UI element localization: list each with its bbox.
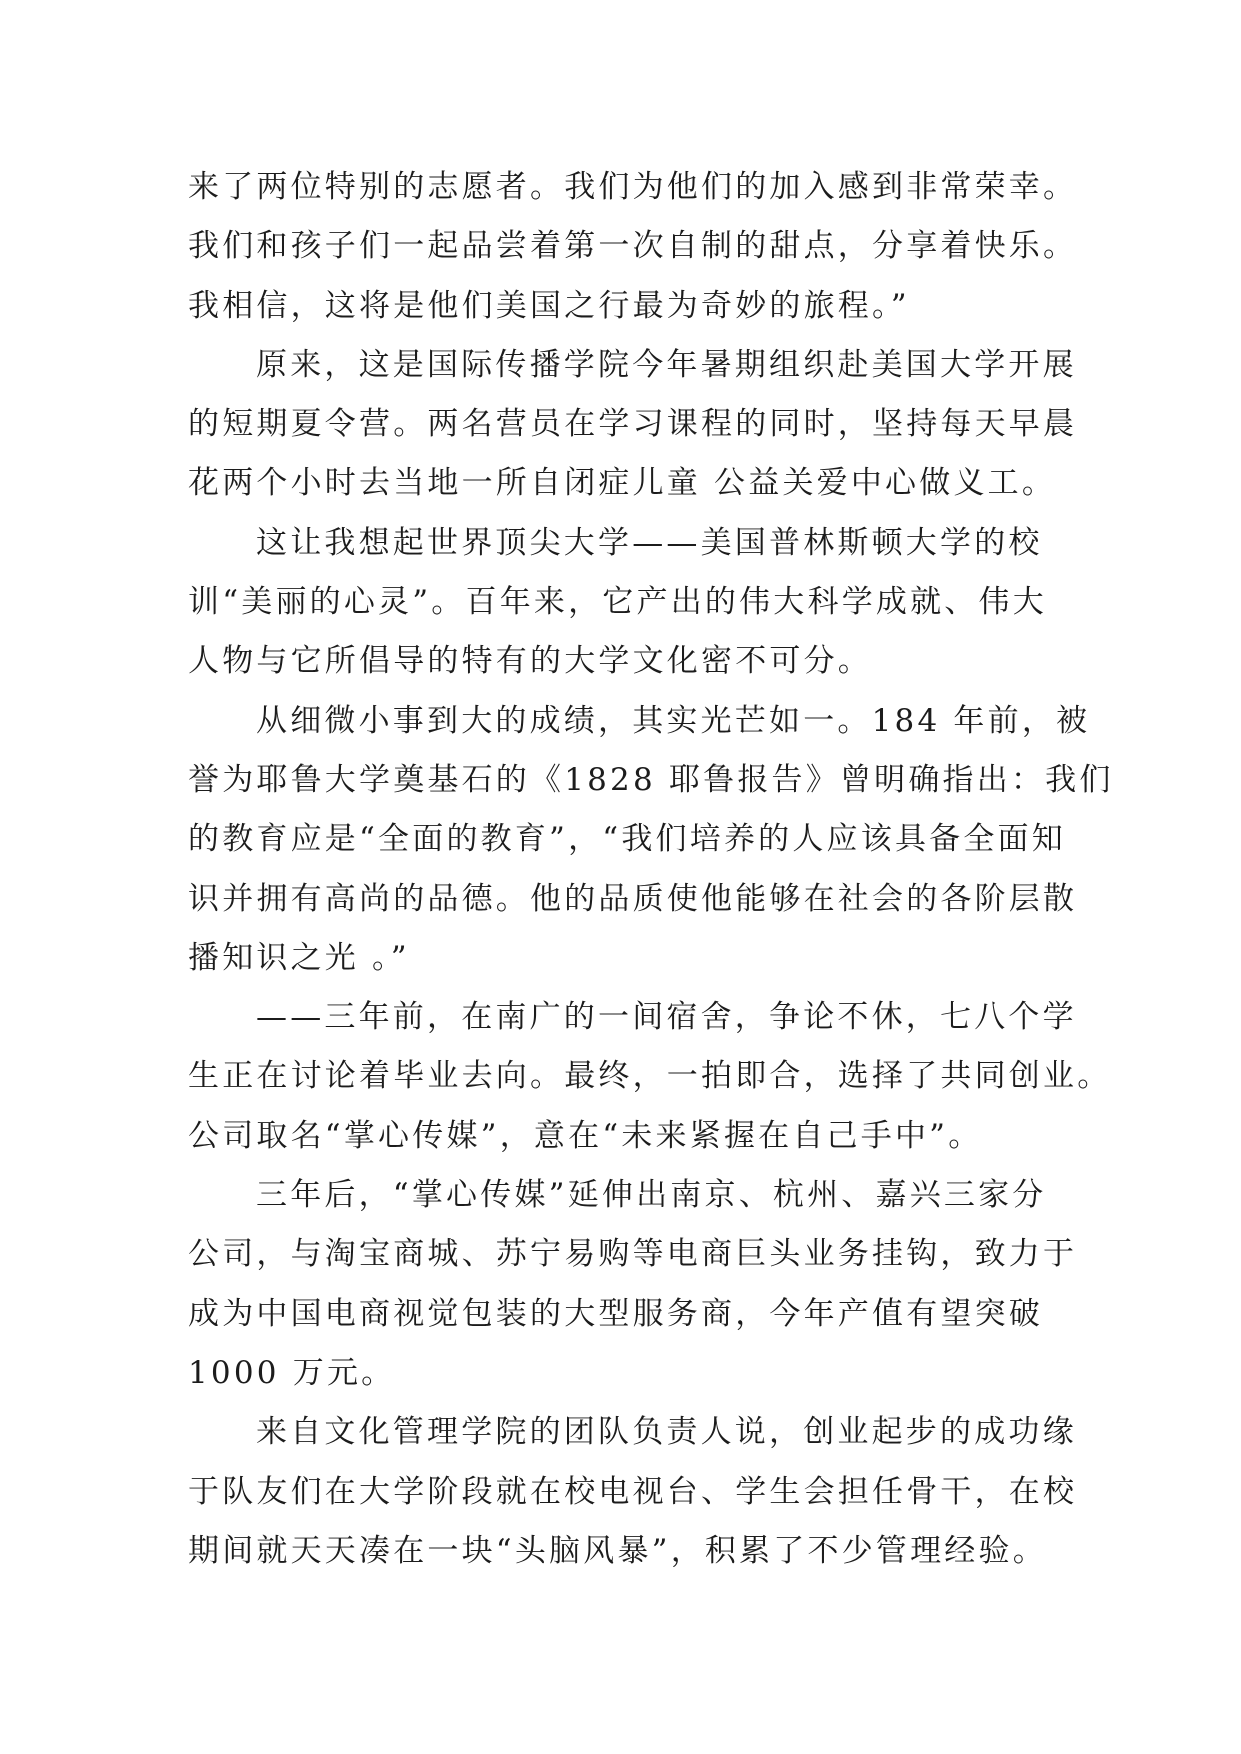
text-line: 誉为耶鲁大学奠基石的《1828 耶鲁报告》曾明确指出：我们 xyxy=(188,761,1114,798)
paragraph-3 xyxy=(188,514,1068,692)
text-line: 这让我想起世界顶尖大学——美国普林斯顿大学的校 xyxy=(256,524,1043,561)
text-line: ——三年前，在南广的一间宿舍，争论不休，七八个学 xyxy=(256,999,1077,1036)
text-line: 我相信，这将是他们美国之行最为奇妙的旅程。” xyxy=(188,287,910,324)
text-line: 于队友们在大学阶段就在校电视台、学生会担任骨干，在校 xyxy=(188,1473,1078,1510)
paragraph-6 xyxy=(188,1166,1078,1403)
paragraph-7 xyxy=(188,1403,1078,1581)
text-line: 播知识之光 。” xyxy=(188,939,410,976)
text-line: 我们和孩子们一起品尝着第一次自制的甜点，分享着快乐。 xyxy=(188,228,1078,265)
text-line: 从细微小事到大的成绩，其实光芒如一。184 年前，被 xyxy=(256,702,1091,739)
text-line: 1000 万元。 xyxy=(188,1354,396,1391)
document-body xyxy=(188,158,1114,1581)
paragraph-1 xyxy=(188,158,1078,336)
text-line: 成为中国电商视觉包装的大型服务商，今年产值有望突破 xyxy=(188,1295,1043,1332)
paragraph-5 xyxy=(188,988,1112,1166)
text-line: 的短期夏令营。两名营员在学习课程的同时，坚持每天早晨 xyxy=(188,406,1078,443)
text-line: 期间就天天凑在一块“头脑风暴”，积累了不少管理经验。 xyxy=(188,1532,1047,1569)
text-line: 三年后，“掌心传媒”延伸出南京、杭州、嘉兴三家分 xyxy=(256,1177,1047,1214)
text-line: 来自文化管理学院的团队负责人说，创业起步的成功缘 xyxy=(256,1414,1077,1451)
text-line: 原来，这是国际传播学院今年暑期组织赴美国大学开展 xyxy=(256,346,1077,383)
text-line: 公司，与淘宝商城、苏宁易购等电商巨头业务挂钩，致力于 xyxy=(188,1236,1078,1273)
text-line: 的教育应是“全面的教育”，“我们培养的人应该具备全面知 xyxy=(188,821,1066,858)
text-line: 人物与它所倡导的特有的大学文化密不可分。 xyxy=(188,643,872,680)
text-line: 花两个小时去当地一所自闭症儿童 公益关爱中心做义工。 xyxy=(188,465,1057,502)
paragraph-2 xyxy=(188,336,1078,514)
text-line: 训“美丽的心灵”。百年来，它产出的伟大科学成就、伟大 xyxy=(188,584,1047,621)
paragraph-4 xyxy=(188,692,1114,988)
text-line: 来了两位特别的志愿者。我们为他们的加入感到非常荣幸。 xyxy=(188,169,1078,205)
text-line: 识并拥有高尚的品德。他的品质使他能够在社会的各阶层散 xyxy=(188,880,1078,917)
text-line: 生正在讨论着毕业去向。最终，一拍即合，选择了共同创业。 xyxy=(188,1058,1112,1095)
text-line: 公司取名“掌心传媒”，意在“未来紧握在自己手中”。 xyxy=(188,1117,983,1154)
